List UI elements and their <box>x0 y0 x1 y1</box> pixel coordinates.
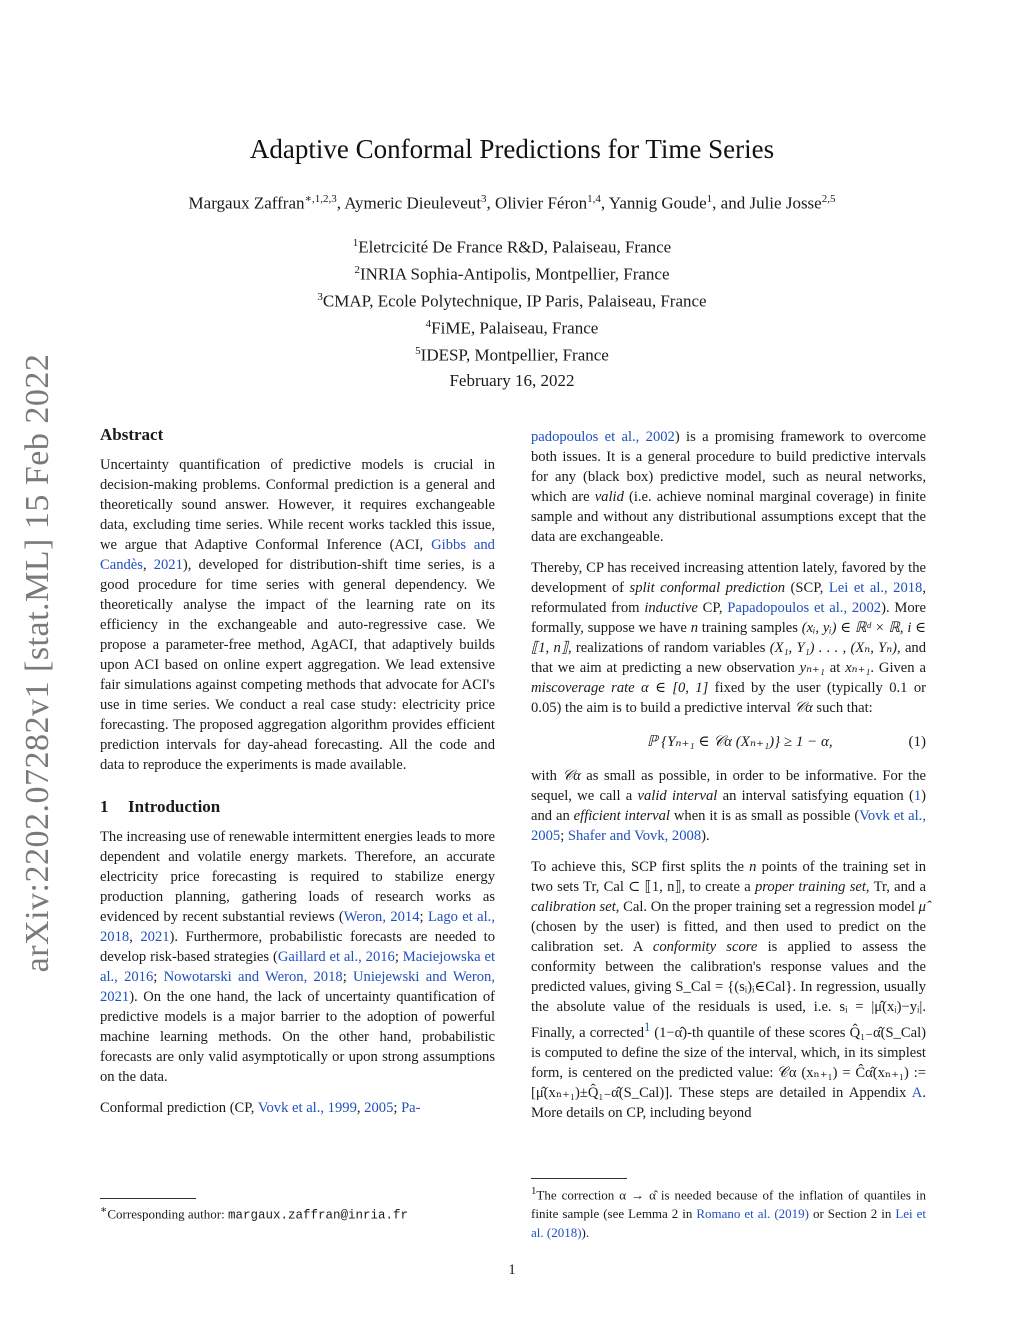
footnote-text: Corresponding author: <box>107 1206 228 1222</box>
math-inline: α ∈ [0, 1] <box>641 680 709 696</box>
affiliation-text: FiME, Palaiseau, France <box>431 318 599 338</box>
equation-body: ℙ {Yₙ₊₁ ∈ 𝒞α (Xₙ₊₁)} ≥ 1 − α, <box>646 734 833 750</box>
text-run: (SCP, <box>785 580 829 596</box>
math-inline: n <box>690 620 698 636</box>
footnote-marker: 1 <box>531 1185 537 1197</box>
emphasis: conformity score <box>652 939 758 955</box>
affiliation-line <box>0 286 1024 313</box>
text-run: CP, <box>697 600 728 616</box>
text-run: To achieve this, SCP first splits the <box>531 859 750 875</box>
text-run: ) and an <box>531 788 926 824</box>
text-run: ; <box>153 969 164 985</box>
author-affiliation-marker: 1 <box>706 193 713 205</box>
text-run: , Cal. On the proper training set a regression model <box>615 899 919 915</box>
body-paragraph <box>531 427 926 547</box>
text-run: training samples <box>697 620 802 636</box>
affiliation-list <box>0 232 1024 367</box>
author-name: , Aymeric Dieuleveut <box>336 193 482 213</box>
citation-link[interactable]: Pa- <box>401 1100 421 1116</box>
body-paragraph <box>531 857 926 1123</box>
affiliation-text: CMAP, Ecole Polytechnique, IP Paris, Palaiseau, France <box>322 291 707 311</box>
footnote-text: The correction α → α̂ is needed because of the inflation of quantiles in finite sample (see Lemma 2 in <box>531 1187 926 1222</box>
text-run: (i.e. achieve nominal marginal coverage) in finite sample and without any distributional assumptions except that the data are exchangeable. <box>531 489 927 545</box>
author-name: , Olivier Féron <box>486 193 588 213</box>
text-run: ). More formally, suppose we have <box>531 600 926 636</box>
text-run: (chosen by the user) is fitted, and then used to predict on the calibration set. A <box>531 919 926 955</box>
citation-link[interactable]: Gaillard et al., 2016 <box>277 949 395 965</box>
text-run: ), developed for distribution-shift time series, is a good procedure for time series with general dependency. We theoretically analyse the impact of the learning rate on its efficiency in the exchangeable and auto-regressive case. We propose a parameter-free method, AgACI, that adaptively builds upon ACI based on online expert aggregation. We lead extensive fair simulations against competing methods that advocate for ACI's use in time series. We conduct a real case study: electricity price forecasting. The proposed aggregation algorithm provides efficient prediction intervals for day-ahead forecasting. All the code and data to reproduce the experiments is made available. <box>100 557 495 773</box>
math-inline: yₙ₊₁ <box>799 660 825 676</box>
right-column <box>531 427 926 1134</box>
emphasis: valid <box>594 489 624 505</box>
text-run: ). Furthermore, probabilistic forecasts are needed to develop risk-based strategies ( <box>100 929 495 965</box>
section-title: Introduction <box>128 797 221 816</box>
text-run: , <box>129 929 141 945</box>
citation-link[interactable]: Vovk et al., 2005 <box>531 808 926 844</box>
text-run: such that: <box>812 700 873 716</box>
publication-date: February 16, 2022 <box>449 371 575 390</box>
text-run: Conformal prediction (CP, <box>100 1100 258 1116</box>
body-paragraph <box>100 1098 495 1118</box>
citation-link[interactable]: Lago et al., 2018 <box>100 909 495 945</box>
footnote-text: or Section 2 in <box>809 1206 896 1222</box>
text-run: . More details on CP, including beyond <box>531 1084 926 1121</box>
affiliation-line <box>0 259 1024 286</box>
affiliation-line <box>0 313 1024 340</box>
text-run: . Given a <box>870 660 926 676</box>
text-run: as small as possible, in order to be informative. For the sequel, we call a <box>531 768 926 804</box>
author-name: , Yannig Goude <box>600 193 707 213</box>
math-inline: xₙ₊₁ <box>845 660 871 676</box>
affiliation-text: INRIA Sophia-Antipolis, Montpellier, France <box>359 264 670 284</box>
text-run: at <box>824 660 846 676</box>
equation-1 <box>531 732 926 752</box>
math-inline: 𝒞α <box>794 700 813 716</box>
text-run: Uncertainty quantification of predictive models is crucial in decision-making problems. Conformal prediction is a general and theoretically sound answer. However, it requires exchangeable data, excluding time series. While recent works tackled this issue, we argue that Adaptive Conformal Inference (ACI, <box>100 457 495 553</box>
math-inline: μ̂ <box>918 899 926 915</box>
citation-link[interactable]: 2021 <box>140 929 170 945</box>
text-run: ). On the one hand, the lack of uncertainty quantification of predictive models is a major barrier to the adoption of powerful machine learning methods. On the other hand, probabilistic forecasts are only valid asymptotically or upon strong assumptions on the data. <box>100 989 495 1085</box>
text-run: ; <box>419 909 428 925</box>
author-name: , and Julie Josse <box>712 193 822 213</box>
author-affiliation-marker: 2,5 <box>821 193 836 205</box>
equation-reference-link[interactable]: 1 <box>913 788 922 804</box>
text-run: ; <box>394 949 403 965</box>
arxiv-identifier-stamp: arXiv:2202.07282v1 [stat.ML] 15 Feb 2022 <box>19 353 56 973</box>
section-heading-introduction <box>100 797 495 817</box>
abstract-paragraph <box>100 455 495 775</box>
text-run: , <box>356 1100 365 1116</box>
text-run: ; <box>393 1100 402 1116</box>
text-run: , Tr, and a <box>865 879 926 895</box>
text-run: when it is as small as possible ( <box>669 808 860 824</box>
citation-link[interactable]: Maciejowska et al., 2016 <box>100 949 496 985</box>
text-run: , and that we aim at predicting a new observation <box>531 640 927 676</box>
math-inline: (xᵢ, yᵢ) ∈ ℝᵈ × ℝ, i ∈ ⟦1, n⟧ <box>531 620 926 656</box>
math-inline: n <box>749 859 757 875</box>
citation-link[interactable]: Lei et al. (2018) <box>531 1206 926 1241</box>
text-run: The increasing use of renewable intermittent energies leads to more dependent and volatile energy markets. Therefore, an accurate electricity price forecasting is required to stabilize energy production planning, gathering loads of research works as evidenced by recent substantial reviews ( <box>100 829 495 925</box>
footnote-rule <box>531 1178 627 1179</box>
page-number: 1 <box>508 1262 516 1278</box>
text-run: , realizations of random variables <box>567 640 770 656</box>
citation-link[interactable]: padopoulos et al., 2002 <box>531 429 675 445</box>
math-inline: 𝒞α <box>562 768 581 784</box>
email-address[interactable]: margaux.zaffran@inria.fr <box>227 1208 408 1223</box>
math-inline: (X₁, Y₁) . . . , (Xₙ, Yₙ) <box>769 640 898 656</box>
footnote-rule <box>100 1198 196 1199</box>
text-run: ; <box>342 969 354 985</box>
body-paragraph <box>531 766 926 846</box>
emphasis: calibration set <box>531 899 616 915</box>
text-run: , reformulated from <box>531 580 926 616</box>
affiliation-number: 1 <box>352 237 359 249</box>
text-run: Thereby, CP has received increasing attention lately, favored by the development of <box>531 560 926 596</box>
text-run: an interval satisfying equation ( <box>717 788 914 804</box>
body-paragraph <box>531 558 926 718</box>
text-run: ; <box>560 828 568 844</box>
footnote-correction <box>531 1182 926 1242</box>
affiliation-number: 4 <box>425 318 432 331</box>
affiliation-line <box>0 232 1024 259</box>
text-run: is applied to assess the conformity between the calibration's response values and the predicted values, giving S_Cal = {(sᵢ)ᵢ∈Cal}. In regression, usually the absolute value of the residuals is used, i.e. sᵢ = |μ̂(xᵢ)−yᵢ|. Finally, a corrected <box>531 939 926 1041</box>
text-run: (1−α̂)-th quantile of these scores Q̂₁₋α̂(S_Cal) is computed to define the size of the interval, which, in its simplest form, is centered on the predicted value: 𝒞α (xₙ₊₁) = Ĉα̂(xₙ₊₁) := [μ̂(xₙ₊₁)±Q̂₁₋α̂(S_Cal)]. These steps are detailed in Appendix <box>531 1024 926 1101</box>
citation-link[interactable]: 2005 <box>364 1100 394 1116</box>
author-name: Margaux Zaffran <box>188 193 305 213</box>
footnote-corresponding-author <box>100 1202 495 1224</box>
equation-label: (1) <box>908 734 926 750</box>
citation-link[interactable]: Gibbs and Candès <box>100 537 495 573</box>
section-number: 1 <box>100 797 109 816</box>
affiliation-text: Eletrcicité De France R&D, Palaiseau, France <box>358 237 672 257</box>
abstract-heading: Abstract <box>100 425 164 444</box>
footnote-marker: ∗ <box>100 1204 108 1216</box>
author-affiliation-marker: 1,4 <box>587 193 601 205</box>
affiliation-number: 2 <box>354 264 360 277</box>
author-affiliation-marker: 3 <box>481 193 487 205</box>
citation-link[interactable]: Papadopoulos et al., 2002 <box>727 600 882 616</box>
emphasis: valid interval <box>637 788 718 804</box>
emphasis: efficient interval <box>573 808 670 824</box>
citation-link[interactable]: Uniejewski and Weron, 2021 <box>100 969 496 1005</box>
text-run: fixed by the user (typically 0.1 or 0.05) the aim is to build a predictive interval <box>531 680 926 716</box>
citation-link[interactable]: 2021 <box>153 557 183 573</box>
emphasis: proper training set <box>754 879 866 895</box>
citation-link[interactable]: Lei et al., 2018 <box>828 580 923 596</box>
footnote-text: ). <box>581 1225 590 1241</box>
affiliation-number: 5 <box>415 345 421 358</box>
left-column <box>100 425 495 1129</box>
citation-link[interactable]: Vovk et al., 1999 <box>257 1100 357 1116</box>
affiliation-number: 3 <box>317 291 323 304</box>
text-run: , <box>142 557 154 573</box>
affiliation-text: IDESP, Montpellier, France <box>420 345 609 365</box>
text-run: ). <box>701 828 710 844</box>
emphasis: inductive <box>644 600 698 616</box>
text-run: ) is a promising framework to overcome both issues. It is a general procedure to build predictive intervals for any (black box) predictive model, such as neural networks, which are <box>531 429 926 505</box>
citation-link[interactable]: Shafer and Vovk, 2008 <box>567 828 702 844</box>
emphasis: miscoverage rate <box>531 680 635 696</box>
body-paragraph <box>100 827 495 1087</box>
citation-link[interactable]: Romano et al. (2019) <box>696 1206 809 1222</box>
text-run: points of the training set in two sets Tr, Cal ⊂ ⟦1, n⟧, to create a <box>531 859 926 895</box>
appendix-reference-link[interactable]: A <box>911 1084 923 1101</box>
author-affiliation-marker: ∗,1,2,3 <box>304 193 337 205</box>
affiliation-line <box>0 340 1024 367</box>
citation-link[interactable]: Weron, 2014 <box>343 909 420 925</box>
footnote-reference-link[interactable]: 1 <box>644 1020 651 1034</box>
paper-title: Adaptive Conformal Predictions for Time Series <box>249 134 775 164</box>
author-list <box>0 192 1024 214</box>
text-run: with <box>531 768 563 784</box>
citation-link[interactable]: Nowotarski and Weron, 2018 <box>163 969 343 985</box>
emphasis: split conformal prediction <box>629 580 786 596</box>
